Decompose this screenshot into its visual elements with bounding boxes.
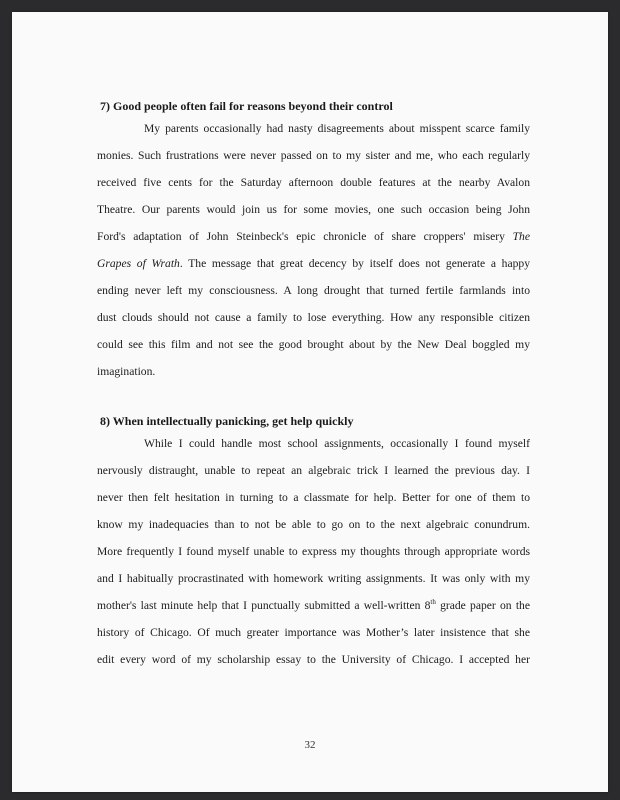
paragraph-line: More frequently I found myself unable to express my thoughts through appropriate words [97,545,530,558]
paragraph-line: My parents occasionally had nasty disagreements about misspent scarce family [144,122,530,135]
paragraph-line: could see this film and not see the good brought about by the New Deal boggled my [97,338,530,351]
paragraph-text: mother's last minute help that I punctually submitted a well-written 8 [97,599,431,612]
paragraph-line: Theatre. Our parents would join us for some movies, one such occasion being John [97,203,530,216]
paragraph-line: know my inadequacies than to not be able to go on to the next algebraic conundrum. [97,518,530,531]
paragraph-text: . The message that great decency by itself does not generate a happy [179,257,530,270]
paragraph-text: grade paper on the [435,599,530,612]
paragraph-line: monies. Such frustrations were never passed on to my sister and me, who each regularly [97,149,530,162]
film-title-start: The [512,230,530,243]
page-number: 32 [304,739,316,751]
film-title: Grapes of Wrath [97,257,180,270]
ordinal-superscript: th [430,598,436,607]
document-page [12,12,608,792]
paragraph-line: received five cents for the Saturday afternoon double features at the nearby Avalon [97,176,530,189]
section-8-paragraph [97,430,530,673]
paragraph-line: While I could handle most school assignments, occasionally I found myself [144,437,530,450]
paragraph-line: dust clouds should not cause a family to lose everything. How any responsible citizen [97,311,530,324]
paragraph-line [97,592,530,619]
paragraph-line [97,250,530,277]
paragraph-line: imagination. [97,365,156,378]
paragraph-line: history of Chicago. Of much greater importance was Mother’s later insistence that she [97,626,530,639]
section-8-heading: 8) When intellectually panicking, get help quickly [100,414,354,428]
paragraph-line: ending never left my consciousness. A long drought that turned fertile farmlands into [97,284,530,297]
paragraph-line: never then felt hesitation in turning to a classmate for help. Better for one of them to [97,491,530,504]
section-7-paragraph [97,115,530,385]
paragraph-line: nervously distraught, unable to repeat an algebraic trick I learned the previous day. I [97,464,530,477]
paragraph-line: and I habitually procrastinated with homework writing assignments. It was only with my [97,572,530,585]
paragraph-line [97,223,530,250]
section-7-heading: 7) Good people often fail for reasons beyond their control [100,99,393,113]
paragraph-line: edit every word of my scholarship essay to the University of Chicago. I accepted her [97,653,530,666]
paragraph-text: Ford's adaptation of John Steinbeck's epic chronicle of share croppers' misery [97,230,513,243]
